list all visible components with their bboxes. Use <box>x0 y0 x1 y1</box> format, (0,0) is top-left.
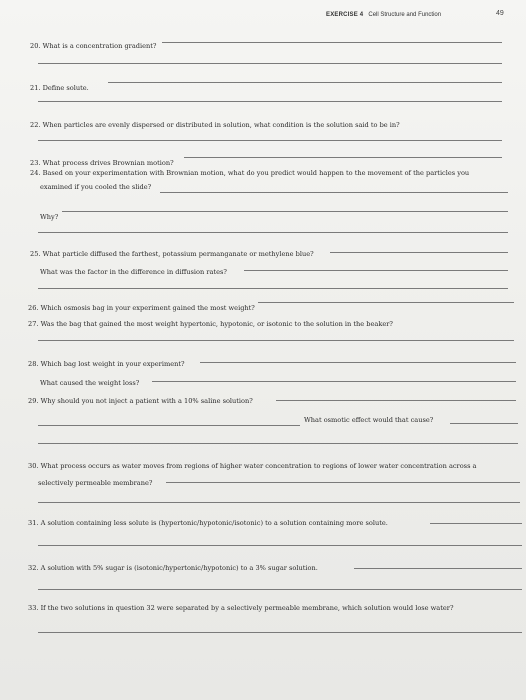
question-22: 22. When particles are evenly dispersed or distributed in solution, what condition is the solution said to be in? <box>30 121 400 129</box>
answer-line[interactable] <box>166 482 520 483</box>
answer-line[interactable] <box>38 632 522 633</box>
answer-line[interactable] <box>430 523 522 524</box>
answer-line[interactable] <box>152 381 516 382</box>
exercise-label: EXERCISE 4 <box>326 12 364 18</box>
answer-line[interactable] <box>354 568 522 569</box>
question-31: 31. A solution containing less solute is (hypertonic/hypotonic/isotonic) to a solution containing more solute. <box>28 519 388 527</box>
answer-line[interactable] <box>184 157 502 158</box>
answer-line[interactable] <box>38 232 508 233</box>
answer-line[interactable] <box>38 502 520 503</box>
answer-line[interactable] <box>200 362 516 363</box>
question-33: 33. If the two solutions in question 32 were separated by a selectively permeable membrane, which solution would lose water? <box>28 604 454 612</box>
answer-line[interactable] <box>244 270 508 271</box>
answer-line[interactable] <box>162 42 502 43</box>
question-30-continued: selectively permeable membrane? <box>38 479 153 487</box>
answer-line[interactable] <box>38 140 502 141</box>
answer-line[interactable] <box>38 63 502 64</box>
question-30: 30. What process occurs as water moves from regions of higher water concentration to regions of lower water concentration across a <box>28 462 477 470</box>
answer-line[interactable] <box>38 545 522 546</box>
answer-line[interactable] <box>62 211 508 212</box>
answer-line[interactable] <box>276 400 516 401</box>
question-28-continued: What caused the weight loss? <box>40 379 140 387</box>
question-25: 25. What particle diffused the farthest, potassium permanganate or methylene blue? <box>30 250 314 258</box>
answer-line[interactable] <box>38 101 502 102</box>
question-24-why: Why? <box>40 213 59 221</box>
question-26: 26. Which osmosis bag in your experiment gained the most weight? <box>28 304 255 312</box>
answer-line[interactable] <box>38 589 522 590</box>
chapter-title: Cell Structure and Function <box>368 12 442 18</box>
answer-line[interactable] <box>160 192 508 193</box>
question-32: 32. A solution with 5% sugar is (isotonic/hypertonic/hypotonic) to a 3% sugar solution. <box>28 564 318 572</box>
question-29-continued: What osmotic effect would that cause? <box>304 416 434 424</box>
question-24-continued: examined if you cooled the slide? <box>40 183 152 191</box>
running-header <box>326 12 441 18</box>
answer-line[interactable] <box>258 302 514 303</box>
answer-line[interactable] <box>38 443 518 444</box>
answer-line[interactable] <box>108 82 502 83</box>
question-29: 29. Why should you not inject a patient with a 10% saline solution? <box>28 397 253 405</box>
question-24: 24. Based on your experimentation with Brownian motion, what do you predict would happen to the movement of the particles you <box>30 169 470 177</box>
answer-line[interactable] <box>38 288 508 289</box>
answer-line[interactable] <box>38 425 300 426</box>
page-number: 49 <box>496 10 504 17</box>
question-27: 27. Was the bag that gained the most weight hypertonic, hypotonic, or isotonic to the solution in the beaker? <box>28 320 393 328</box>
question-21: 21. Define solute. <box>30 84 89 92</box>
answer-line[interactable] <box>330 252 508 253</box>
question-28: 28. Which bag lost weight in your experiment? <box>28 360 185 368</box>
answer-line[interactable] <box>38 340 514 341</box>
question-20: 20. What is a concentration gradient? <box>30 42 157 50</box>
question-25-continued: What was the factor in the difference in diffusion rates? <box>40 268 227 276</box>
question-23: 23. What process drives Brownian motion? <box>30 159 174 167</box>
answer-line[interactable] <box>450 423 518 424</box>
